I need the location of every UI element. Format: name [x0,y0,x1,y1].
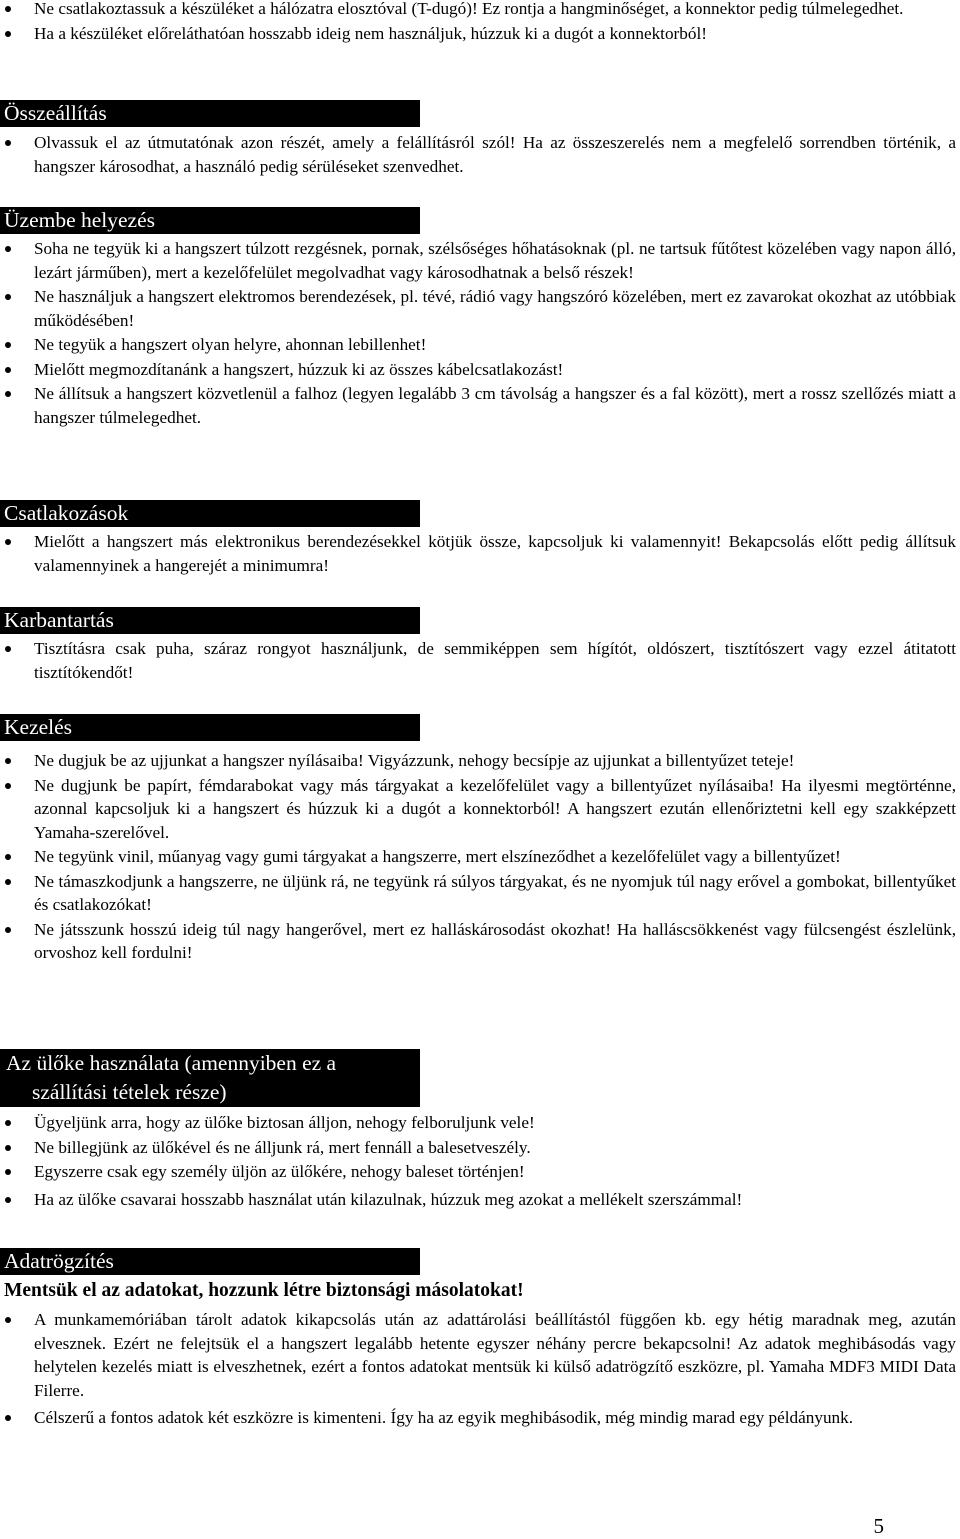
list-item: Ne csatlakoztassuk a készüléket a hálózatra elosztóval (T-dugó)! Ez rontja a hangminőséget, a konnektor pedig túlmelegedhet. [0,0,960,21]
adatrogzites-block [0,1308,960,1431]
heading-line-1: Az ülőke használata (amennyiben ez a [6,1051,337,1075]
karbantartas-list [0,637,960,684]
section-heading-ulo [0,1049,420,1107]
list-item: Ne dugjunk be papírt, fémdarabokat vagy más tárgyakat a kezelőfelület vagy a billentyűzet nyílásaiba! Ha ilyesmi megtörténne, azonnal kapcsoljuk ki a hangszert és húzzuk ki a dugót a konnektorból! A hangszert ezután ellenőriztetni kell egy szakképzett Yamaha-szerelővel. [0,774,960,845]
section-heading-osszeallitas: Összeállítás [0,100,420,127]
list-item: Ne használjuk a hangszert elektromos berendezések, pl. tévé, rádió vagy hangszóró közelében, mert ez zavarokat okozhat az utóbbiak működésében! [0,285,960,332]
heading-line-2: szállítási tételek része) [32,1080,227,1104]
list-item: Célszerű a fontos adatok két eszközre is kimenteni. Így ha az egyik meghibásodik, még mindig marad egy példányunk. [0,1406,960,1430]
section-heading-uzembe: Üzembe helyezés [0,207,420,234]
list-item: Ne dugjuk be az ujjunkat a hangszer nyílásaiba! Vigyázzunk, nehogy becsípje az ujjunkat a billentyűzet teteje! [0,749,960,773]
list-item: Ne tegyük a hangszert olyan helyre, ahonnan lebillenhet! [0,333,960,357]
karbantartas-block [0,637,960,685]
list-item: Ne állítsuk a hangszert közvetlenül a falhoz (legyen legalább 3 cm távolság a hangszer és a fal között), mert a rossz szellőzés miatt a hangszer túlmelegedhet. [0,382,960,429]
ulo-list [0,1111,960,1211]
uzembe-block [0,237,960,430]
osszeallitas-block [0,131,960,179]
section-heading-kezeles: Kezelés [0,714,420,741]
kezeles-block [0,749,960,966]
section-heading-adatrogzites: Adatrögzítés [0,1248,420,1275]
intro-list [0,0,960,45]
section-heading-csatlakozasok: Csatlakozások [0,500,420,527]
ulo-block [0,1111,960,1212]
kezeles-list [0,749,960,965]
list-item: Ha az ülőke csavarai hosszabb használat után kilazulnak, húzzuk meg azokat a mellékelt szerszámmal! [0,1188,960,1212]
page-number: 5 [873,1514,884,1538]
section-heading-karbantartas: Karbantartás [0,607,420,634]
list-item: Egyszerre csak egy személy üljön az ülőkére, nehogy baleset történjen! [0,1160,960,1184]
list-item: A munkamemóriában tárolt adatok kikapcsolás után az adattárolási beállítástól függően kb. egy hétig maradnak meg, azután elvesznek. Ezért ne felejtsük el a hangszert legalább hetente egyszer néhány percre bekapcsolni! Az adatok meghibásodás vagy helytelen kezelés miatt is elveszhetnek, ezért a fontos adatokat mentsük ki külső adatrögzítő eszközre, pl. Yamaha MDF3 MIDI Data Filerre. [0,1308,960,1402]
uzembe-list [0,237,960,429]
list-item: Mielőtt megmozdítanánk a hangszert, húzzuk ki az összes kábelcsatlakozást! [0,358,960,382]
osszeallitas-list [0,131,960,178]
intro-block [0,0,960,46]
list-item: Ne játsszunk hosszú ideig túl nagy hangerővel, mert ez halláskárosodást okozhat! Ha halláscsökkenést vagy fülcsengést észlelünk, orvoshoz kell fordulni! [0,918,960,965]
list-item: Olvassuk el az útmutatónak azon részét, amely a felállításról szól! Ha az összeszerelés nem a megfelelő sorrendben történik, a hangszer károsodhat, a használó pedig sérüléseket szenvedhet. [0,131,960,178]
list-item: Ne tegyünk vinil, műanyag vagy gumi tárgyakat a hangszerre, mert elszíneződhet a kezelőfelület vagy a billentyűzet! [0,845,960,869]
list-item: Soha ne tegyük ki a hangszert túlzott rezgésnek, pornak, szélsőséges hőhatásoknak (pl. ne tartsuk fűtőtest közelében vagy napon álló, lezárt járműben), mert a kezelőfelület megolvadhat vagy károsodhatnak a belső részek! [0,237,960,284]
list-item: Mielőtt a hangszert más elektronikus berendezésekkel kötjük össze, kapcsoljuk ki valamennyit! Bekapcsolás előtt pedig állítsuk valamennyinek a hangerejét a minimumra! [0,530,960,577]
adatrogzites-subtitle: Mentsük el az adatokat, hozzunk létre biztonsági másolatokat! [4,1280,524,1301]
csatlakozasok-block [0,530,960,578]
list-item: Ügyeljünk arra, hogy az ülőke biztosan álljon, nehogy felboruljunk vele! [0,1111,960,1135]
list-item: Ha a készüléket előreláthatóan hosszabb ideig nem használjuk, húzzuk ki a dugót a konnektorból! [0,22,960,46]
csatlakozasok-list [0,530,960,577]
list-item: Ne támaszkodjunk a hangszerre, ne üljünk rá, ne tegyünk rá súlyos tárgyakat, és ne nyomjuk túl nagy erővel a gombokat, billentyűket és csatlakozókat! [0,870,960,917]
adatrogzites-list [0,1308,960,1430]
list-item: Ne billegjünk az ülőkével és ne álljunk rá, mert fennáll a balesetveszély. [0,1136,960,1160]
list-item: Tisztításra csak puha, száraz rongyot használjunk, de semmiképpen sem hígítót, oldószert, tisztítószert vagy ezzel átitatott tisztítókendőt! [0,637,960,684]
